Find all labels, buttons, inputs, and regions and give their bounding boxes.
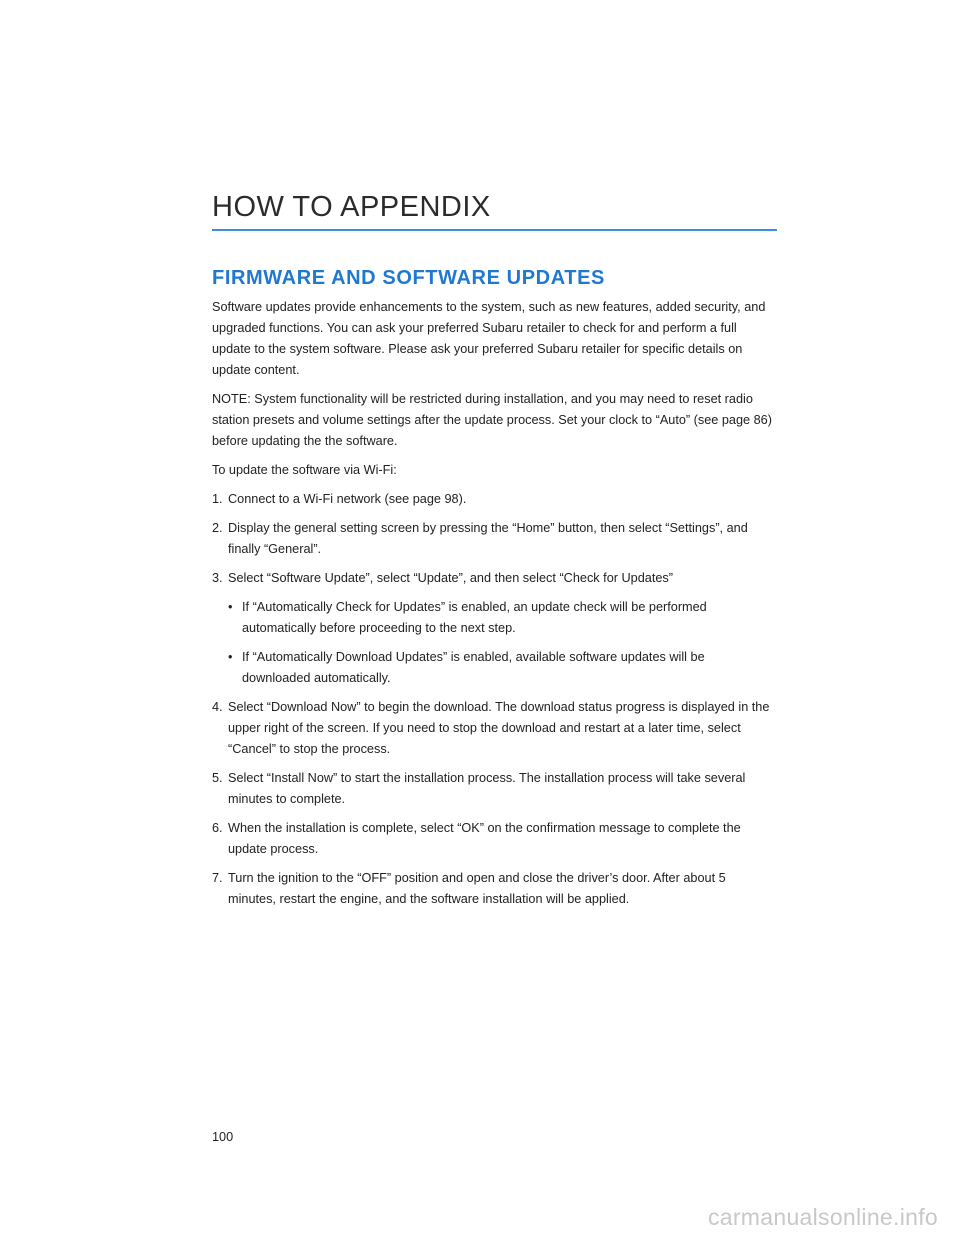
bullet-item bbox=[228, 597, 772, 639]
step-item bbox=[212, 868, 772, 910]
step-text: Connect to a Wi-Fi network (see page 98). bbox=[228, 492, 467, 506]
step-item bbox=[212, 697, 772, 760]
step-3-bullets bbox=[228, 597, 772, 689]
step-item bbox=[212, 768, 772, 810]
step-number: 4. bbox=[212, 700, 223, 714]
step-text: Select “Software Update”, select “Update”, and then select “Check for Updates” bbox=[228, 571, 673, 585]
bullet-item bbox=[228, 647, 772, 689]
step-text: When the installation is complete, select “OK” on the confirmation message to complete the update process. bbox=[228, 821, 741, 856]
page-number: 100 bbox=[212, 1130, 234, 1144]
step-number: 3. bbox=[212, 571, 223, 585]
note-paragraph: NOTE: System functionality will be restricted during installation, and you may need to reset radio station presets and volume settings after the update process. Set your clock to “Auto” (see page 86) before updating the the software. bbox=[212, 392, 772, 448]
step-number: 2. bbox=[212, 521, 223, 535]
step-item bbox=[212, 489, 772, 510]
step-text: Turn the ignition to the “OFF” position and open and close the driver’s door. After about 5 minutes, restart the engine, and the software installation will be applied. bbox=[228, 871, 726, 906]
step-text: Select “Install Now” to start the installation process. The installation process will take several minutes to complete. bbox=[228, 771, 746, 806]
step-text: Select “Download Now” to begin the download. The download status progress is displayed in the upper right of the screen. If you need to stop the download and restart at a later time, select “Cancel” to stop the process. bbox=[228, 700, 770, 756]
step-number: 5. bbox=[212, 771, 223, 785]
step-number: 6. bbox=[212, 821, 223, 835]
step-text: Display the general setting screen by pressing the “Home” button, then select “Settings”, and finally “General”. bbox=[228, 521, 748, 556]
step-item bbox=[212, 518, 772, 560]
watermark: carmanualsonline.info bbox=[707, 1204, 938, 1230]
header-title: HOW TO APPENDIX bbox=[212, 191, 491, 223]
step-number: 7. bbox=[212, 871, 223, 885]
instructions-lead: To update the software via Wi-Fi: bbox=[212, 463, 397, 477]
header-rule bbox=[212, 229, 777, 231]
content bbox=[212, 297, 772, 918]
section-title: FIRMWARE AND SOFTWARE UPDATES bbox=[212, 267, 605, 289]
bullet-text: If “Automatically Download Updates” is enabled, available software updates will be downloaded automatically. bbox=[242, 650, 705, 685]
step-item bbox=[212, 568, 772, 689]
step-number: 1. bbox=[212, 492, 223, 506]
steps-list bbox=[212, 489, 772, 910]
step-item bbox=[212, 818, 772, 860]
intro-paragraph: Software updates provide enhancements to the system, such as new features, added security, and upgraded functions. You can ask your preferred Subaru retailer to check for and perform a full update to the system software. Please ask your preferred Subaru retailer for specific details on update content. bbox=[212, 300, 766, 377]
bullet-dot: • bbox=[228, 650, 233, 664]
bullet-dot: • bbox=[228, 600, 233, 614]
bullet-text: If “Automatically Check for Updates” is enabled, an update check will be performed automatically before proceeding to the next step. bbox=[242, 600, 707, 635]
